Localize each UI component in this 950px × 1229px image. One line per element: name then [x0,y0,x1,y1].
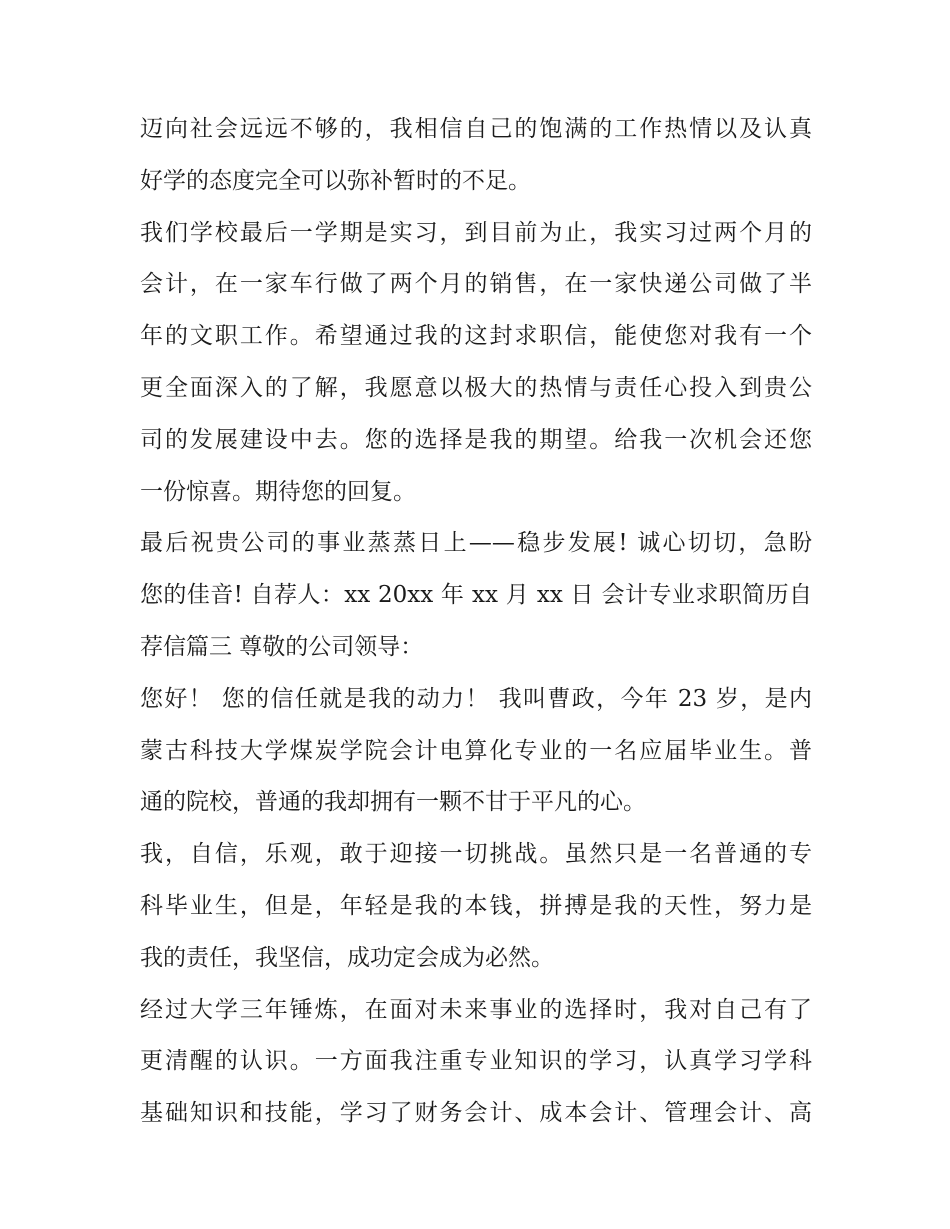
text-line: 您的佳音! 自荐人：xx 20xx 年 xx 月 xx 日 会计专业求职简历自 [140,582,812,609]
text-line: 基础知识和技能，学习了财务会计、成本会计、管理会计、高 [140,1100,812,1127]
text-line: 蒙古科技大学煤炭学院会计电算化专业的一名应届毕业生。普 [140,737,812,764]
text-line: 司的发展建设中去。您的选择是我的期望。给我一次机会还您 [140,426,812,453]
text-line: 我，自信，乐观，敢于迎接一切挑战。虽然只是一名普通的专 [140,841,812,868]
text-line: 好学的态度完全可以弥补暂时的不足。 [140,167,531,194]
text-line: 荐信篇三 尊敬的公司领导： [140,633,424,660]
text-line: 会计，在一家车行做了两个月的销售，在一家快递公司做了半 [140,271,812,298]
text-line: 科毕业生，但是，年轻是我的本钱，拼搏是我的天性，努力是 [140,892,812,919]
text-line: 更清醒的认识。一方面我注重专业知识的学习，认真学习学科 [140,1048,812,1075]
text-line: 最后祝贵公司的事业蒸蒸日上——稳步发展! 诚心切切，急盼 [140,530,812,557]
text-line: 更全面深入的了解，我愿意以极大的热情与责任心投入到贵公 [140,374,812,401]
text-line: 您好！ 您的信任就是我的动力！ 我叫曹政，今年 23 岁，是内 [140,685,812,712]
text-line: 迈向社会远远不够的，我相信自己的饱满的工作热情以及认真 [140,116,812,142]
text-line: 一份惊喜。期待您的回复。 [140,478,416,505]
document-body [140,104,812,1140]
text-line: 年的文职工作。希望通过我的这封求职信，能使您对我有一个 [140,323,812,350]
text-line: 经过大学三年锤炼，在面对未来事业的选择时，我对自己有了 [140,996,812,1023]
text-line: 我的责任，我坚信，成功定会成为必然。 [140,944,554,971]
text-line: 通的院校，普通的我却拥有一颗不甘于平凡的心。 [140,789,646,816]
text-line: 我们学校最后一学期是实习，到目前为止，我实习过两个月的 [140,219,812,246]
